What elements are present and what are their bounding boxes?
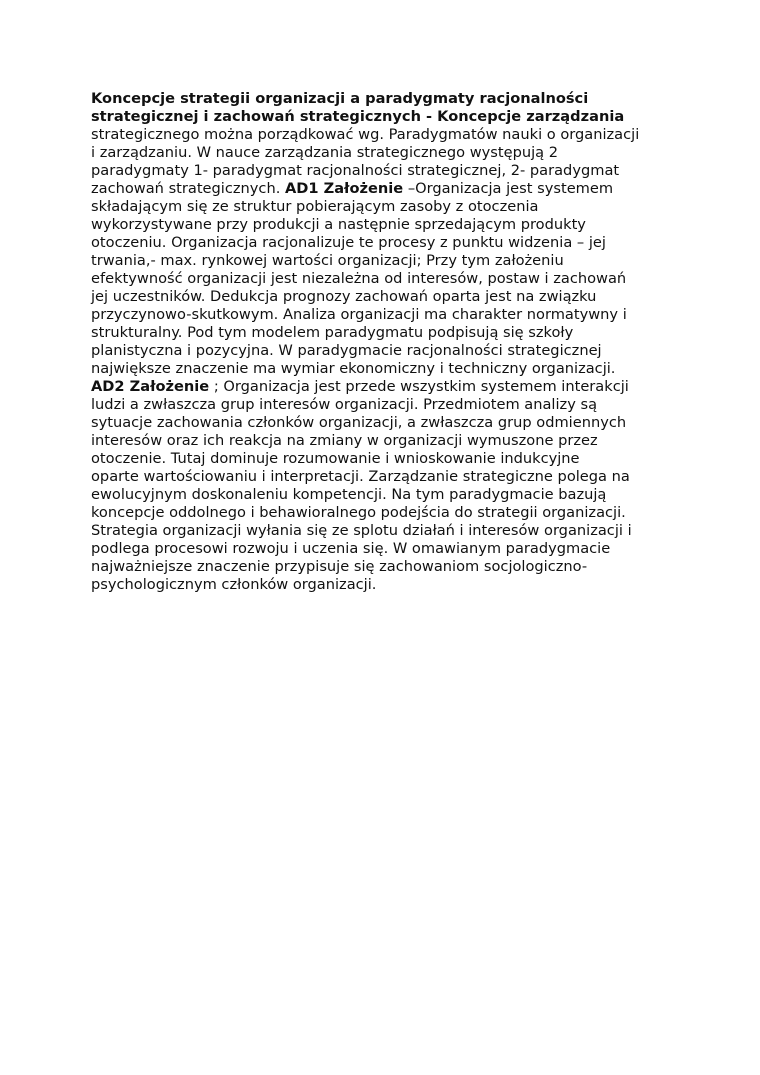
text-line (91, 180, 681, 198)
text-segment: paradygmaty 1- paradygmat racjonalności strategicznej, 2- paradygmat (91, 162, 620, 179)
text-segment: trwania,- max. rynkowej wartości organizacji; Przy tym założeniu (91, 252, 564, 269)
text-line (91, 414, 681, 432)
text-segment: otoczenie. Tutaj dominuje rozumowanie i wnioskowanie indukcyjne (91, 450, 580, 467)
document-body-text (91, 90, 681, 594)
text-segment: strukturalny. Pod tym modelem paradygmatu podpisują się szkoły (91, 324, 574, 341)
text-line (91, 108, 681, 126)
text-line (91, 234, 681, 252)
text-line (91, 90, 681, 108)
text-line (91, 396, 681, 414)
text-line (91, 270, 681, 288)
text-segment: ewolucyjnym doskonaleniu kompetencji. Na tym paradygmacie bazują (91, 486, 607, 503)
bold-text-segment: Koncepcje strategii organizacji a paradygmaty racjonalności (91, 90, 589, 107)
text-segment: i zarządzaniu. W nauce zarządzania strategicznego występują 2 (91, 144, 559, 161)
text-segment: podlega procesowi rozwoju i uczenia się. W omawianym paradygmacie (91, 540, 611, 557)
text-line (91, 450, 681, 468)
text-line (91, 432, 681, 450)
text-line (91, 216, 681, 234)
text-segment: ; Organizacja jest przede wszystkim systemem interakcji (209, 378, 629, 395)
text-line (91, 252, 681, 270)
text-segment: zachowań strategicznych. (91, 180, 285, 197)
text-line (91, 522, 681, 540)
text-line (91, 360, 681, 378)
bold-text-segment: AD2 Założenie (91, 378, 210, 395)
text-segment: najważniejsze znaczenie przypisuje się zachowaniom socjologiczno- (91, 558, 588, 575)
text-segment: koncepcje oddolnego i behawioralnego podejścia do strategii organizacji. (91, 504, 626, 521)
text-line (91, 306, 681, 324)
text-line (91, 324, 681, 342)
text-segment: –Organizacja jest systemem (403, 180, 614, 197)
text-segment: przyczynowo-skutkowym. Analiza organizacji ma charakter normatywny i (91, 306, 627, 323)
text-line (91, 468, 681, 486)
text-segment: psychologicznym członków organizacji. (91, 576, 377, 593)
text-segment: największe znaczenie ma wymiar ekonomiczny i techniczny organizacji. (91, 360, 616, 377)
text-segment: wykorzystywane przy produkcji a następnie sprzedającym produkty (91, 216, 586, 233)
text-line (91, 126, 681, 144)
text-segment: planistyczna i pozycyjna. W paradygmacie racjonalności strategicznej (91, 342, 602, 359)
text-line (91, 558, 681, 576)
text-segment: otoczeniu. Organizacja racjonalizuje te procesy z punktu widzenia – jej (91, 234, 606, 251)
text-line (91, 576, 681, 594)
text-segment: oparte wartościowaniu i interpretacji. Zarządzanie strategiczne polega na (91, 468, 630, 485)
text-line (91, 162, 681, 180)
bold-text-segment: AD1 Założenie (284, 180, 404, 197)
text-segment: jej uczestników. Dedukcja prognozy zachowań oparta jest na związku (91, 288, 597, 305)
text-line (91, 198, 681, 216)
text-line (91, 504, 681, 522)
text-line (91, 486, 681, 504)
bold-text-segment: strategicznej i zachowań strategicznych - Koncepcje zarządzania (91, 108, 625, 125)
text-line (91, 288, 681, 306)
text-segment: sytuacje zachowania członków organizacji, a zwłaszcza grup odmiennych (91, 414, 627, 431)
text-segment: strategicznego można porządkować wg. Paradygmatów nauki o organizacji (91, 126, 640, 143)
text-line (91, 540, 681, 558)
text-segment: składającym się ze struktur pobierającym zasoby z otoczenia (91, 198, 539, 215)
text-segment: efektywność organizacji jest niezależna od interesów, postaw i zachowań (91, 270, 627, 287)
text-segment: interesów oraz ich reakcja na zmiany w organizacji wymuszone przez (91, 432, 598, 449)
text-segment: Strategia organizacji wyłania się ze splotu działań i interesów organizacji i (91, 522, 632, 539)
text-line (91, 342, 681, 360)
text-segment: ludzi a zwłaszcza grup interesów organizacji. Przedmiotem analizy są (91, 396, 598, 413)
text-line (91, 378, 681, 396)
text-line (91, 144, 681, 162)
